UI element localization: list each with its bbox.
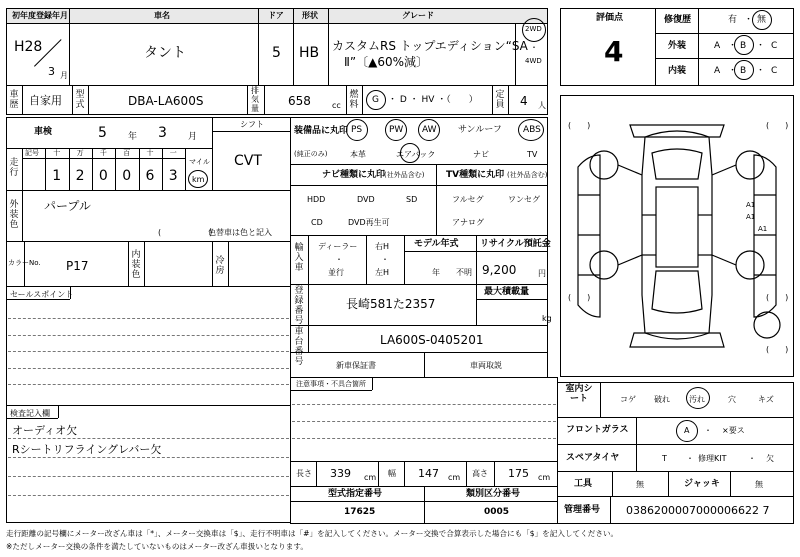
odo-digit-3: 0 (98, 168, 108, 184)
score-row-line-2 (655, 58, 794, 59)
diagram-mark-a1-3: A1 (758, 225, 768, 233)
registration-value: 長崎581た2357 (346, 297, 436, 311)
mgmt-value: 0386200007000006622 7 (626, 504, 770, 517)
height-label: 高さ (472, 469, 488, 478)
sales-line-4 (8, 384, 289, 385)
mile-label: マイル (189, 158, 210, 166)
max-load-sep (476, 284, 477, 326)
windshield-label: フロントガラス (566, 425, 629, 435)
interior-label: 内装 (668, 66, 687, 76)
import-sep-1 (308, 235, 309, 285)
mgmt-label: 管理番号 (564, 505, 601, 515)
interior-dot-2: ・ (756, 66, 766, 76)
exterior-b: B (740, 41, 747, 51)
sep-2 (72, 85, 73, 115)
door-label: ドア (268, 11, 284, 20)
equipment-sub-label: (純正のみ) (294, 150, 328, 158)
notes-line-1 (292, 421, 556, 422)
drive-4wd: 4WD (525, 57, 542, 65)
tv-analog: アナログ (452, 218, 484, 227)
navi-hdd: HDD (307, 195, 326, 204)
navi-tv-header-line (290, 185, 548, 186)
score-divider (655, 8, 656, 86)
sep-3 (88, 85, 89, 115)
shift-label: シフト (240, 120, 264, 129)
repair-opt-yes: 有 (728, 15, 738, 25)
interior-c: C (771, 66, 778, 76)
import-parallel: 並行 (328, 268, 344, 277)
warranty-row (290, 352, 548, 378)
shape-value: HB (299, 45, 320, 61)
inspector-label-sep (58, 405, 59, 418)
score-value: 4 (604, 35, 624, 68)
import-right-h: 右H (375, 242, 390, 251)
dims-sep-5 (494, 461, 495, 487)
diagram-bracket-bot: ( ) (766, 345, 789, 354)
recycle-unit: 円 (538, 269, 546, 278)
color-note-paren: ( ) (158, 228, 213, 237)
import-label: 輸入車 (294, 243, 304, 273)
tv-oneseg: ワンセグ (508, 195, 540, 204)
width-unit: cm (448, 473, 461, 482)
equip-navi: ナビ (473, 150, 489, 159)
odo-digit-2: 2 (75, 168, 85, 184)
first-reg-month-unit: 月 (60, 71, 68, 80)
odo-digit-6: 3 (168, 168, 178, 184)
car-diagram (560, 95, 794, 377)
inspection-label: 車検 (34, 127, 53, 137)
length-label: 長さ (296, 469, 312, 478)
ac-sep-2 (228, 241, 229, 287)
odo-header-0: 記号 (25, 149, 39, 157)
equip-leather: 本革 (350, 150, 366, 159)
odo-header-1: 十 (53, 149, 61, 157)
category-no: 0005 (484, 507, 510, 517)
tv-header: TV種類に丸印 (446, 170, 505, 180)
diagram-mark-a1-2: A1 (746, 213, 756, 221)
spare-sep (636, 444, 637, 472)
jack-sep-2 (730, 471, 731, 497)
dims-sep-1 (316, 461, 317, 487)
capacity-label: 定員 (495, 90, 505, 110)
repair-opt-dot: ・ (744, 15, 754, 25)
odo-digit-5: 6 (145, 168, 155, 184)
capacity-unit: 人 (538, 101, 546, 110)
jack-sep (668, 471, 669, 497)
odo-col-sep-4 (115, 148, 116, 191)
tv-fullseg: フルセグ (452, 195, 484, 204)
odo-col-sep-2 (69, 148, 70, 191)
equip-pw: PW (389, 125, 404, 135)
windshield-x: ×要ス (722, 426, 745, 435)
repair-label: 修復歴 (664, 15, 692, 25)
max-load-line (476, 299, 548, 300)
color-label: 外装色 (9, 200, 19, 230)
max-load-label: 最大積載量 (484, 287, 530, 297)
odo-col-sep-5 (139, 148, 140, 191)
car-name-label: 車名 (154, 11, 170, 20)
sales-line-1 (8, 335, 289, 336)
car-name: タント (144, 45, 186, 61)
category-no-label: 類別区分番号 (466, 489, 521, 499)
drive-2wd: 2WD (525, 25, 542, 33)
sales-line-2 (8, 351, 289, 352)
navi-header-sub: (社外品含む) (384, 171, 425, 179)
odo-col-sep-3 (92, 148, 93, 191)
width-label: 幅 (388, 469, 396, 478)
spare-dot-1: ・ (686, 454, 694, 463)
equip-ps: PS (351, 125, 363, 135)
sales-line-3 (8, 368, 289, 369)
navi-dvd: DVD (357, 195, 375, 204)
odo-header-line (22, 158, 185, 159)
recycle-label: リサイクル預託金 (480, 239, 551, 249)
color-no-row (6, 241, 291, 287)
tools-value: 無 (636, 480, 644, 489)
shape-label: 形状 (302, 11, 318, 20)
equipment-label: 装備品に丸印 (294, 126, 349, 136)
navi-dvd-play: DVD再生可 (348, 218, 390, 227)
interior-color-sep-2 (144, 241, 145, 287)
tv-header-sub: (社外品含む) (507, 171, 548, 179)
windshield-dot: ・ (704, 426, 712, 435)
inspector-line-0 (8, 438, 289, 439)
diagram-bracket-tl: ( ) (568, 121, 591, 130)
sales-point-label-sep (70, 286, 71, 299)
spare-dot-2: ・ (748, 454, 756, 463)
diagram-bracket-tr: ( ) (766, 121, 789, 130)
type-no: 17625 (344, 507, 376, 517)
displacement-label: 排気量 (251, 86, 259, 113)
spare-missing: 欠 (766, 454, 774, 463)
color-no: P17 (66, 259, 89, 273)
sep-5 (264, 85, 265, 115)
inspector-line2: Rシートリフライングレバー欠 (12, 443, 162, 456)
color-sep (22, 190, 23, 242)
footer-line2: ※ただしメーター交換の条件を満たしていないものはメーター改ざん車扱いとなります。 (6, 542, 308, 551)
chassis-label: 車台番号 (294, 327, 304, 367)
import-dealer: ディーラー (318, 242, 358, 251)
inspector-label: 検査記入欄 (10, 409, 50, 418)
footer-line1: 走行距離の記号欄にメーター改ざん車は「*」、メーター交換車は「$」、走行不明車は「#」を記入してください。メーター交換で合算表示した場合にも「$」を記入してください。 (6, 529, 619, 538)
fuel-g: G (372, 95, 379, 105)
inspection-year: 5 (98, 125, 107, 141)
tools-label: 工具 (574, 479, 593, 489)
seat-yabure: 破れ (654, 395, 670, 404)
odo-header-2: 万 (76, 149, 84, 157)
sales-point-underline (6, 299, 70, 300)
length-unit: cm (364, 473, 377, 482)
warranty: 新車保証書 (336, 361, 376, 370)
equip-sunroof: サンルーフ (458, 125, 502, 135)
registration-sep (308, 284, 309, 326)
sales-line-0 (8, 318, 289, 319)
odo-header-5: 十 (146, 149, 154, 157)
km-label: km (192, 175, 205, 184)
recycle-value: 9,200 (482, 263, 517, 277)
grade-line2: Ⅱ”〔▲60%減〕 (344, 55, 429, 69)
sep-4 (247, 85, 248, 115)
seat-yogore: 汚れ (689, 395, 705, 404)
import-sep-3 (404, 235, 405, 285)
color-no-label: カラーNo. (8, 259, 41, 267)
tools-sep (612, 471, 613, 497)
first-reg-label: 初年度登録年月 (12, 11, 68, 20)
score-label: 評価点 (596, 13, 624, 23)
import-sep-4 (476, 235, 477, 285)
displacement-value: 658 (288, 94, 311, 108)
usage-value: 自家用 (29, 94, 62, 107)
notes-label-sep (372, 377, 373, 390)
chassis-value: LA600S-0405201 (380, 333, 484, 347)
repair-opt-no: 無 (757, 15, 767, 25)
seat-ana: 穴 (728, 395, 736, 404)
exterior-a: A (714, 41, 721, 51)
interior-seat-label: 室内シート (565, 384, 593, 404)
equip-airbag: エアバック (396, 150, 436, 159)
score-label-divider (698, 8, 699, 86)
door-value: 5 (272, 45, 281, 61)
navi-sd: SD (406, 195, 418, 204)
inspector-underline (6, 418, 58, 419)
jack-label: ジャッキ (684, 479, 720, 489)
diagram-bracket-bl: ( ) (568, 293, 591, 302)
windshield-sep (636, 417, 637, 445)
inspector-line-1 (8, 457, 289, 458)
fuel-label: 燃料 (349, 90, 359, 110)
import-left-h: 左H (375, 268, 390, 277)
score-row-line-1 (655, 33, 794, 34)
equip-abs: ABS (523, 125, 541, 135)
equip-aw: AW (422, 125, 437, 135)
sep-7 (362, 85, 363, 115)
model-label: 型式 (75, 90, 85, 110)
usage-label: 車歴 (9, 90, 19, 110)
odo-sep-0 (22, 148, 23, 191)
odo-header-4: 百 (123, 149, 131, 157)
dims-sep-2 (378, 461, 379, 487)
sales-point-block (6, 286, 291, 406)
import-dot-2: ・ (381, 255, 389, 264)
interior-b: B (740, 66, 747, 76)
navi-tv-divider (436, 164, 437, 236)
displacement-unit: cc (332, 101, 341, 110)
first-reg-era: H28 (14, 39, 43, 55)
dims-sep-3 (404, 461, 405, 487)
inspection-month: 3 (158, 125, 167, 141)
shift-value: CVT (234, 153, 262, 169)
fuel-rest: ・ D ・ HV ・（ ） (388, 95, 478, 105)
notes-underline (290, 390, 372, 391)
diagram-mark-a1-1: A1 (746, 201, 756, 209)
navi-header: ナビ種類に丸印 (322, 170, 386, 180)
notes-line-0 (292, 404, 556, 405)
height-value: 175 (508, 467, 529, 480)
import-dot: ・ (335, 255, 343, 264)
exterior-dot-2: ・ (756, 41, 766, 51)
odo-header-6: 一 (169, 149, 177, 157)
first-reg-month: 3 (48, 65, 55, 78)
inspection-year-unit: 年 (128, 132, 138, 142)
grade-label: グレード (402, 11, 434, 20)
capacity-value: 4 (520, 94, 528, 108)
spare-kit: 修理KIT (698, 454, 727, 463)
spare-label: スペアタイヤ (566, 453, 620, 463)
shift-underline (212, 131, 291, 132)
navi-cd: CD (311, 218, 323, 227)
model-year-unknown: 不明 (456, 268, 472, 277)
odo-digit-1: 1 (52, 168, 62, 184)
model-value: DBA-LA600S (128, 94, 204, 108)
sep-8 (492, 85, 493, 115)
inspector-line1: オーディオ欠 (12, 424, 78, 437)
color-note: 色替車は色と記入 (208, 228, 272, 237)
max-load-unit: kg (542, 314, 552, 323)
inspector-block (6, 405, 291, 523)
windshield-a: A (684, 426, 690, 435)
dims-sep-4 (466, 461, 467, 487)
sep-6 (346, 85, 347, 115)
equip-tv: TV (527, 150, 538, 159)
notes-line-2 (292, 438, 556, 439)
inspector-line-2 (8, 476, 289, 477)
inspection-month-unit: 月 (188, 132, 198, 142)
import-sep-2 (366, 235, 367, 285)
odo-col-sep-1 (45, 148, 46, 191)
exterior-dot-1: ・ (728, 41, 738, 51)
sep-1 (22, 85, 23, 115)
height-unit: cm (538, 473, 551, 482)
chassis-sep (308, 325, 309, 353)
notes-label: 注意事項・不具合箇所 (296, 380, 366, 388)
seat-kizu: キズ (758, 395, 774, 404)
interior-color-label: 内装色 (131, 250, 141, 280)
sep-9 (508, 85, 509, 115)
diagram-bracket-br: ( ) (766, 293, 789, 302)
ac-label: 冷房 (215, 256, 225, 276)
type-no-label: 型式指定番号 (328, 489, 383, 499)
registration-label: 登録番号 (294, 286, 304, 326)
odo-col-sep-6 (162, 148, 163, 191)
model-year-label: モデル年式 (414, 239, 459, 249)
ac-sep (212, 241, 213, 287)
color-value: パープル (44, 199, 91, 213)
exterior-c: C (771, 41, 778, 51)
odo-digit-4: 0 (122, 168, 132, 184)
seat-koge: コゲ (620, 395, 636, 404)
interior-a: A (714, 66, 721, 76)
drive-dot: ・ (530, 43, 538, 52)
drive-divider (515, 24, 516, 86)
exterior-label: 外装 (668, 41, 687, 51)
type-no-sep (424, 486, 425, 524)
grade-line1: カスタムRS トップエディション“SA (332, 39, 528, 53)
spare-t: T (662, 454, 667, 463)
interior-seat-sep (600, 382, 601, 418)
jack-value: 無 (755, 480, 763, 489)
sales-point-label: セールスポイント (10, 290, 74, 299)
width-value: 147 (418, 467, 439, 480)
interior-dot-1: ・ (728, 66, 738, 76)
odo-label: 走行 (9, 158, 19, 178)
shift-divider (212, 117, 213, 191)
model-year-unit: 年 (432, 268, 440, 277)
warranty-sep (424, 352, 425, 378)
inspector-line-3 (8, 495, 289, 496)
color-no-sep (24, 241, 25, 287)
odo-col-sep-end (185, 148, 186, 191)
interior-color-sep (128, 241, 129, 287)
mgmt-sep (610, 496, 611, 524)
odo-header-3: 千 (99, 149, 107, 157)
length-value: 339 (330, 467, 351, 480)
manual: 車両取説 (470, 361, 502, 370)
